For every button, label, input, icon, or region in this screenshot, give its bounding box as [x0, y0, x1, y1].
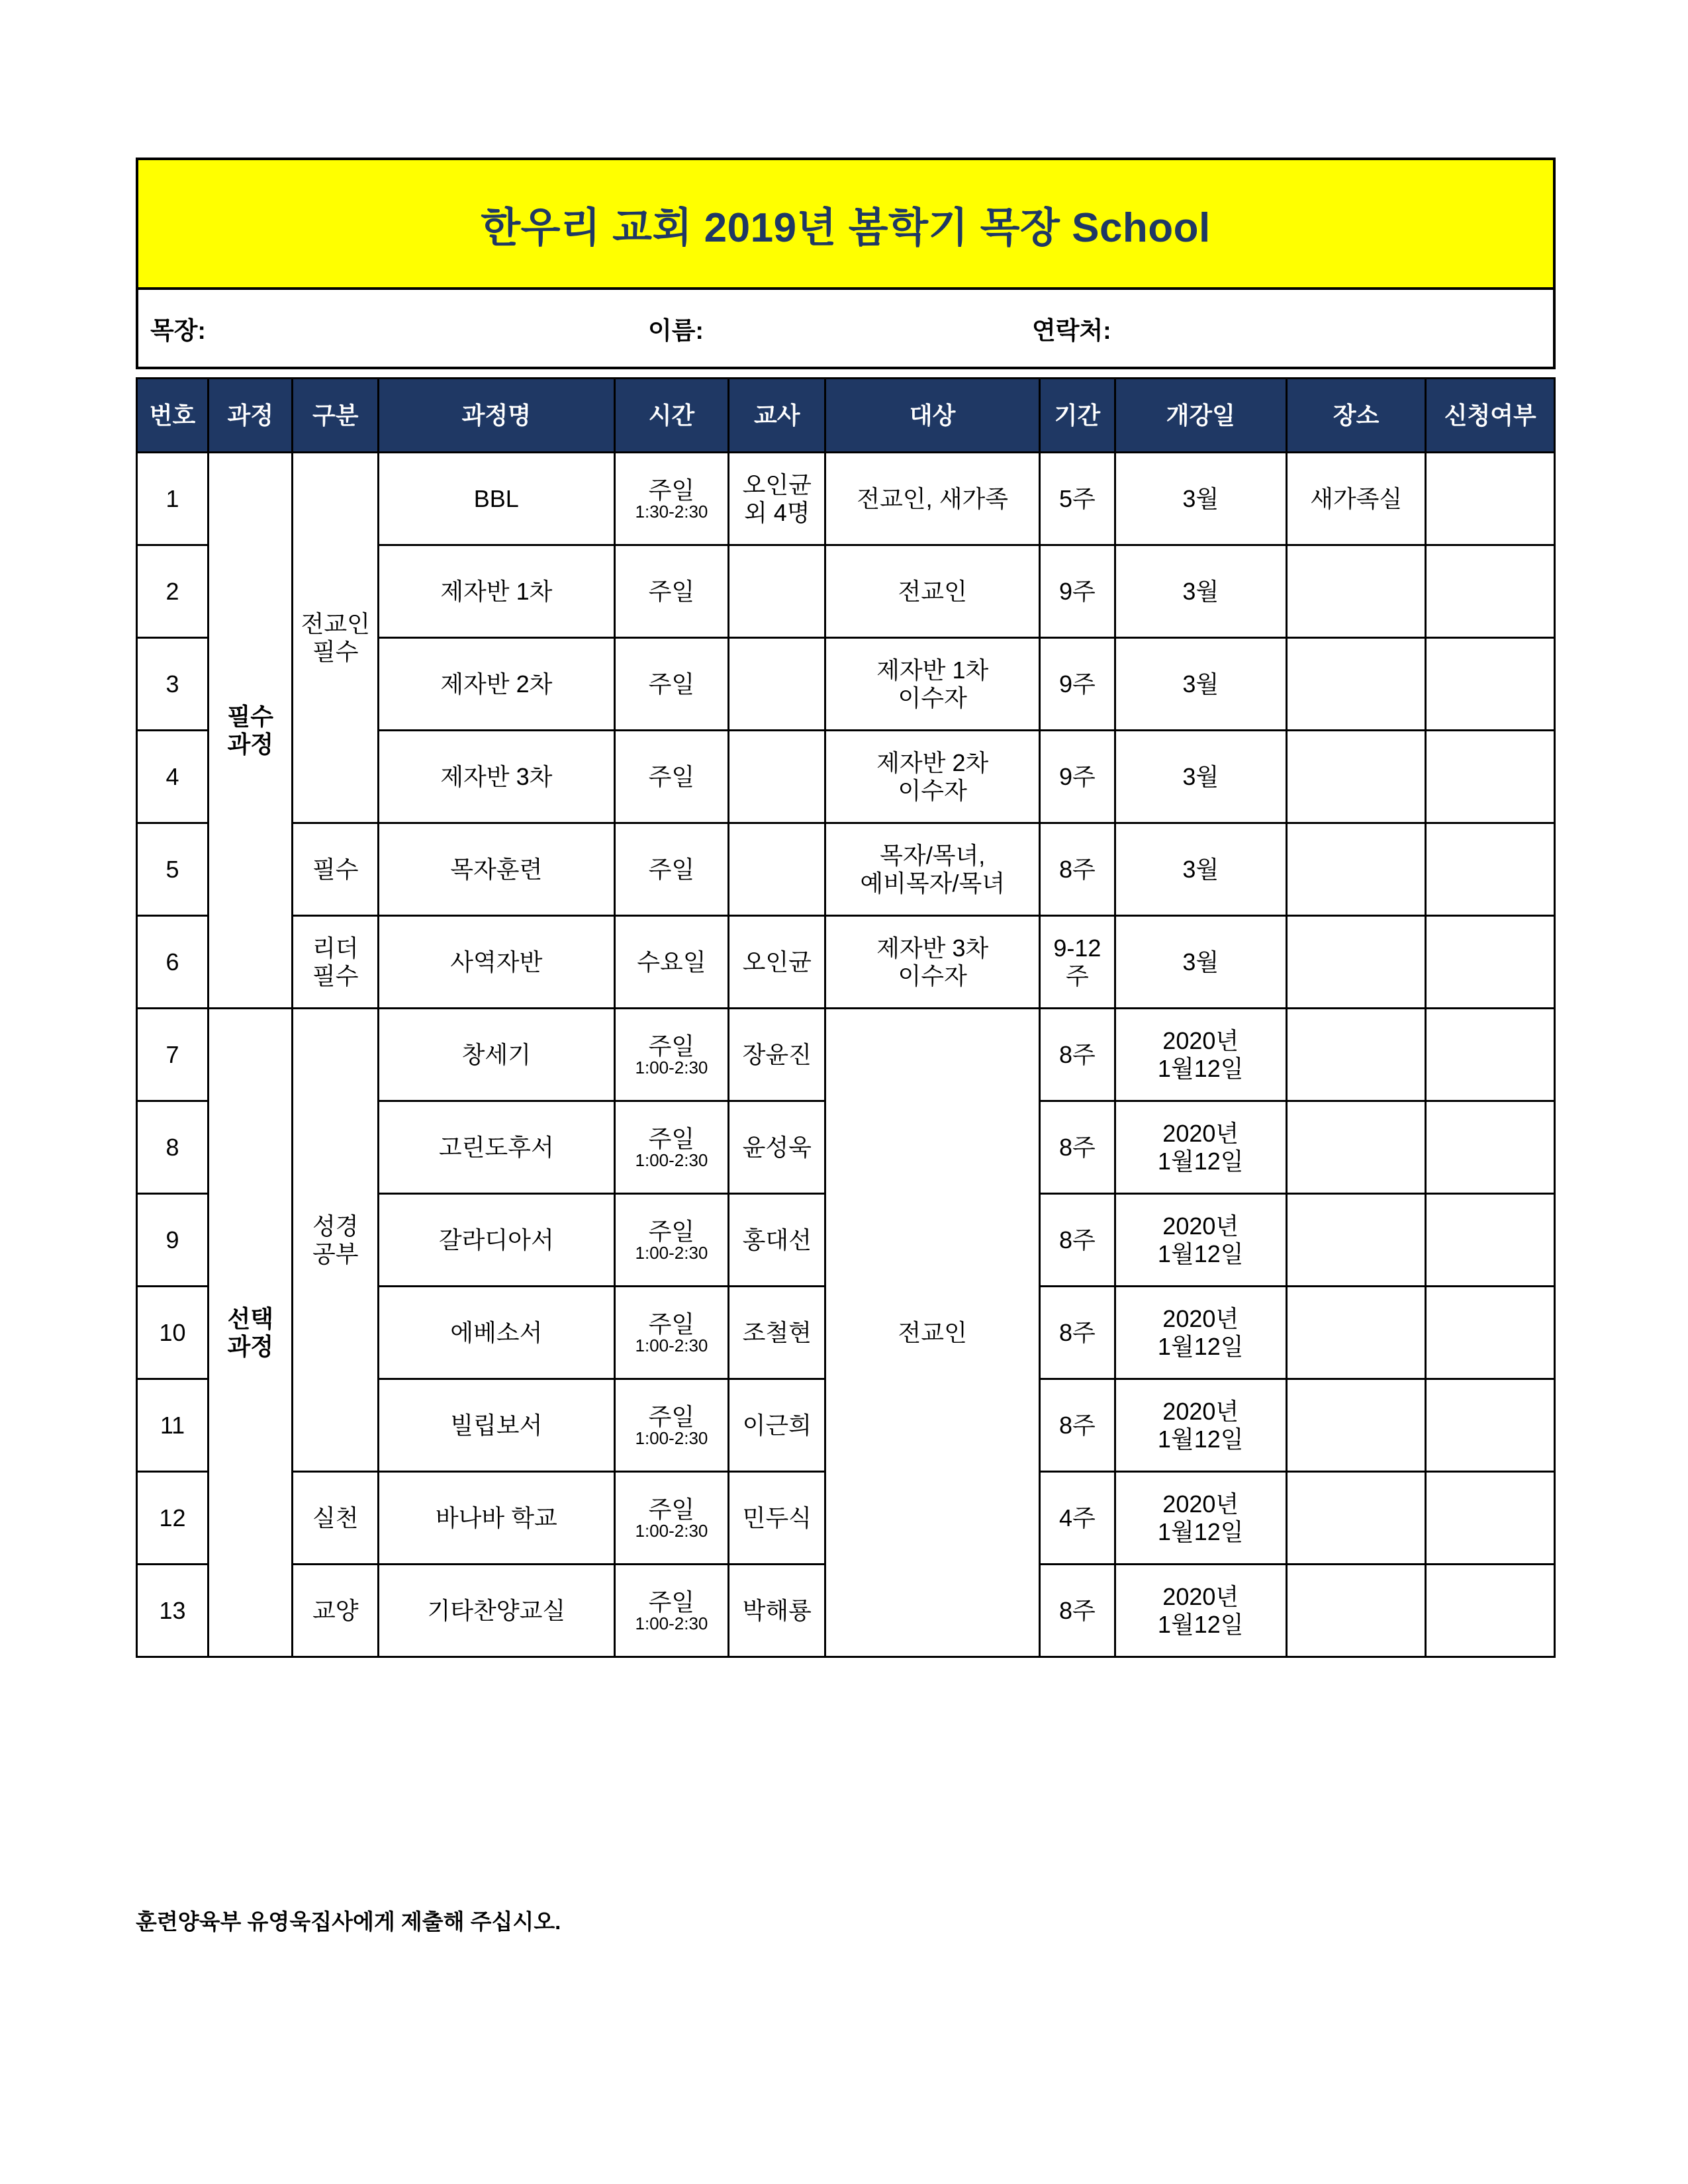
cell-apply[interactable] [1426, 1009, 1555, 1101]
cell-place [1286, 1379, 1426, 1472]
cell-course-name: 목자훈련 [379, 823, 614, 916]
target-line2: 예비목자/목녀 [860, 869, 1006, 897]
cell-period: 8주 [1040, 1287, 1115, 1379]
cell-target [825, 731, 1040, 823]
group-required-line1: 필수 [227, 703, 274, 731]
time-main: 주일 [648, 1310, 695, 1338]
time-sub: 1:00-2:30 [635, 1242, 708, 1263]
cell-target [825, 453, 1040, 545]
cell-time [614, 1194, 729, 1287]
time-main: 주일 [648, 1124, 695, 1152]
cell-place [1286, 823, 1426, 916]
cell-apply[interactable] [1426, 1565, 1555, 1657]
cell-teacher: 장윤진 [729, 1009, 825, 1101]
cell-place [1286, 916, 1426, 1009]
start-line2: 1월12일 [1157, 1610, 1244, 1638]
cell-subgroup-practice: 실천 [293, 1472, 379, 1565]
cell-course-name: BBL [379, 453, 614, 545]
start-line2: 1월12일 [1157, 1054, 1244, 1082]
time-sub: 1:00-2:30 [635, 1335, 708, 1355]
cell-teacher [729, 545, 825, 638]
subgroup-line2: 필수 [312, 962, 359, 989]
cell-start-date: 3월 [1115, 453, 1286, 545]
time-main: 주일 [648, 1588, 695, 1615]
cell-teacher [729, 453, 825, 545]
cell-place [1286, 1194, 1426, 1287]
cell-teacher [729, 638, 825, 731]
col-apply: 신청여부 [1426, 379, 1555, 453]
time-main: 주일 [648, 670, 695, 698]
time-main: 주일 [648, 1402, 695, 1430]
cell-no: 5 [137, 823, 209, 916]
cell-period: 8주 [1040, 1101, 1115, 1194]
cell-target [825, 823, 1040, 916]
cell-no: 9 [137, 1194, 209, 1287]
col-division: 구분 [293, 379, 379, 453]
cell-apply[interactable] [1426, 823, 1555, 916]
table-header-row [137, 379, 1555, 453]
cell-place [1286, 1009, 1426, 1101]
cell-place [1286, 731, 1426, 823]
start-line1: 2020년 [1162, 1212, 1239, 1240]
cell-course-name: 에베소서 [379, 1287, 614, 1379]
cell-time [614, 453, 729, 545]
cell-time [614, 1101, 729, 1194]
teacher-sub: 외 4명 [743, 498, 810, 526]
cell-teacher: 이근희 [729, 1379, 825, 1472]
col-target: 대상 [825, 379, 1040, 453]
target-line1: 전교인, 새가족 [857, 484, 1009, 512]
cell-time [614, 1287, 729, 1379]
cell-subgroup-bible-study [293, 1009, 379, 1472]
cell-target [825, 916, 1040, 1009]
time-sub: 1:30-2:30 [635, 501, 708, 522]
cell-no: 4 [137, 731, 209, 823]
time-main: 주일 [648, 855, 695, 883]
cell-no: 7 [137, 1009, 209, 1101]
cell-apply[interactable] [1426, 916, 1555, 1009]
cell-period: 9주 [1040, 545, 1115, 638]
cell-teacher: 윤성욱 [729, 1101, 825, 1194]
cell-group-elective [209, 1009, 293, 1657]
time-main: 수요일 [637, 948, 706, 976]
cell-course-name: 제자반 3차 [379, 731, 614, 823]
target-line1: 목자/목녀, [880, 842, 986, 870]
period-line2: 주 [1066, 962, 1089, 989]
start-line1: 2020년 [1162, 1120, 1239, 1148]
cell-course-name: 창세기 [379, 1009, 614, 1101]
cell-start-date [1115, 1379, 1286, 1472]
cell-place [1286, 638, 1426, 731]
cell-group-required [209, 453, 293, 1009]
cell-place: 새가족실 [1286, 453, 1426, 545]
cell-course-name: 바나바 학교 [379, 1472, 614, 1565]
cell-start-date: 3월 [1115, 916, 1286, 1009]
cell-no: 1 [137, 453, 209, 545]
cell-no: 13 [137, 1565, 209, 1657]
contact-label: 연락처: [1032, 317, 1111, 344]
table-row [137, 453, 1555, 545]
cell-period: 9주 [1040, 638, 1115, 731]
col-start-date: 개강일 [1115, 379, 1286, 453]
time-sub: 1:00-2:30 [635, 1057, 708, 1077]
course-table [136, 377, 1556, 1658]
info-bar [136, 290, 1556, 369]
cell-time [614, 1009, 729, 1101]
cell-apply[interactable] [1426, 545, 1555, 638]
cell-no: 10 [137, 1287, 209, 1379]
cell-start-date [1115, 1009, 1286, 1101]
start-line2: 1월12일 [1157, 1147, 1244, 1175]
time-main: 주일 [648, 1032, 695, 1060]
cell-place [1286, 545, 1426, 638]
group-required-line2: 과정 [227, 730, 274, 758]
cell-time [614, 1379, 729, 1472]
cell-start-date: 3월 [1115, 731, 1286, 823]
cell-time [614, 731, 729, 823]
cell-no: 8 [137, 1101, 209, 1194]
cell-no: 3 [137, 638, 209, 731]
cell-time [614, 638, 729, 731]
cell-teacher: 박해룡 [729, 1565, 825, 1657]
cell-teacher [729, 731, 825, 823]
cell-start-date [1115, 1472, 1286, 1565]
target-line1: 제자반 2차 [876, 749, 989, 777]
cell-period: 8주 [1040, 823, 1115, 916]
start-line1: 2020년 [1162, 1305, 1239, 1333]
cell-apply[interactable] [1426, 1287, 1555, 1379]
cell-subgroup-leader-required [293, 916, 379, 1009]
group-elective-line2: 과정 [227, 1332, 274, 1360]
page-title: 한우리 교회 2019년 봄학기 목장 School [481, 205, 1211, 251]
cell-apply[interactable] [1426, 638, 1555, 731]
start-line1: 2020년 [1162, 1583, 1239, 1611]
cell-course-name: 제자반 1차 [379, 545, 614, 638]
cell-course-name: 빌립보서 [379, 1379, 614, 1472]
cell-apply[interactable] [1426, 1194, 1555, 1287]
cell-course-name: 고린도후서 [379, 1101, 614, 1194]
cell-period: 8주 [1040, 1379, 1115, 1472]
cell-place [1286, 1472, 1426, 1565]
cell-course-name: 갈라디아서 [379, 1194, 614, 1287]
start-line2: 1월12일 [1157, 1518, 1244, 1545]
cell-teacher: 오인균 [729, 916, 825, 1009]
col-teacher: 교사 [729, 379, 825, 453]
cell-no: 6 [137, 916, 209, 1009]
cell-time [614, 545, 729, 638]
cell-period: 9주 [1040, 731, 1115, 823]
start-line2: 1월12일 [1157, 1332, 1244, 1360]
cell-period: 8주 [1040, 1565, 1115, 1657]
cell-period: 8주 [1040, 1194, 1115, 1287]
start-line1: 2020년 [1162, 1490, 1239, 1518]
subgroup-line1: 성경 [312, 1212, 359, 1240]
col-place: 장소 [1286, 379, 1426, 453]
cell-period [1040, 916, 1115, 1009]
col-time: 시간 [614, 379, 729, 453]
cell-place [1286, 1287, 1426, 1379]
target-line2: 이수자 [898, 684, 967, 711]
col-course-group: 과정 [209, 379, 293, 453]
cell-target [825, 545, 1040, 638]
cell-target-elective: 전교인 [825, 1009, 1040, 1657]
table-row [137, 823, 1555, 916]
cell-apply[interactable] [1426, 1472, 1555, 1565]
time-main: 주일 [648, 1217, 695, 1245]
cell-course-name: 사역자반 [379, 916, 614, 1009]
cell-start-date: 3월 [1115, 545, 1286, 638]
col-no: 번호 [137, 379, 209, 453]
cell-place [1286, 1565, 1426, 1657]
cell-place [1286, 1101, 1426, 1194]
subgroup-line1: 전교인 [301, 610, 370, 638]
table-row [137, 1009, 1555, 1101]
col-course-name: 과정명 [379, 379, 614, 453]
cell-time [614, 1472, 729, 1565]
cell-start-date [1115, 1565, 1286, 1657]
group-elective-line1: 선택 [227, 1305, 274, 1333]
cell-start-date [1115, 1287, 1286, 1379]
cell-apply[interactable] [1426, 731, 1555, 823]
time-sub: 1:00-2:30 [635, 1613, 708, 1633]
cell-period: 4주 [1040, 1472, 1115, 1565]
table-row [137, 916, 1555, 1009]
target-line1: 제자반 1차 [876, 657, 989, 684]
period-line1: 9-12 [1053, 934, 1102, 962]
cell-period: 5주 [1040, 453, 1115, 545]
cell-subgroup-culture: 교양 [293, 1565, 379, 1657]
cell-course-name: 제자반 2차 [379, 638, 614, 731]
target-line2: 이수자 [898, 962, 967, 989]
cell-apply[interactable] [1426, 1379, 1555, 1472]
cell-teacher: 조철현 [729, 1287, 825, 1379]
name-label: 이름: [648, 317, 704, 344]
start-line2: 1월12일 [1157, 1240, 1244, 1267]
cell-course-name: 기타찬양교실 [379, 1565, 614, 1657]
cell-no: 11 [137, 1379, 209, 1472]
start-line2: 1월12일 [1157, 1425, 1244, 1453]
time-sub: 1:00-2:30 [635, 1520, 708, 1541]
time-sub: 1:00-2:30 [635, 1428, 708, 1448]
cell-start-date [1115, 1101, 1286, 1194]
subgroup-line1: 리더 [312, 934, 359, 962]
start-line1: 2020년 [1162, 1398, 1239, 1426]
cell-no: 2 [137, 545, 209, 638]
time-sub: 1:00-2:30 [635, 1150, 708, 1170]
target-line1: 전교인 [898, 577, 967, 605]
cell-time [614, 1565, 729, 1657]
cell-teacher: 홍대선 [729, 1194, 825, 1287]
time-main: 주일 [648, 1495, 695, 1523]
cell-time [614, 916, 729, 1009]
cell-subgroup-required: 필수 [293, 823, 379, 916]
target-line1: 제자반 3차 [876, 934, 989, 962]
cell-teacher [729, 823, 825, 916]
title-bar [136, 158, 1556, 290]
mokjang-label: 목장: [150, 317, 206, 344]
time-main: 주일 [648, 577, 695, 605]
cell-teacher: 민두식 [729, 1472, 825, 1565]
time-main: 주일 [648, 476, 695, 504]
time-main: 주일 [648, 762, 695, 790]
cell-apply[interactable] [1426, 1101, 1555, 1194]
cell-start-date: 3월 [1115, 823, 1286, 916]
cell-start-date [1115, 1194, 1286, 1287]
col-period: 기간 [1040, 379, 1115, 453]
subgroup-line2: 필수 [312, 637, 359, 665]
cell-subgroup-evangelist-required [293, 453, 379, 823]
footer-note: 훈련양육부 유영욱집사에게 제출해 주십시오. [136, 1909, 561, 1934]
cell-no: 12 [137, 1472, 209, 1565]
subgroup-line2: 공부 [312, 1240, 359, 1267]
cell-apply[interactable] [1426, 453, 1555, 545]
cell-period: 8주 [1040, 1009, 1115, 1101]
cell-start-date: 3월 [1115, 638, 1286, 731]
start-line1: 2020년 [1162, 1027, 1239, 1055]
cell-time [614, 823, 729, 916]
cell-target [825, 638, 1040, 731]
schedule-sheet [136, 158, 1556, 1658]
target-line2: 이수자 [898, 776, 967, 804]
teacher-main: 오인균 [742, 471, 812, 499]
